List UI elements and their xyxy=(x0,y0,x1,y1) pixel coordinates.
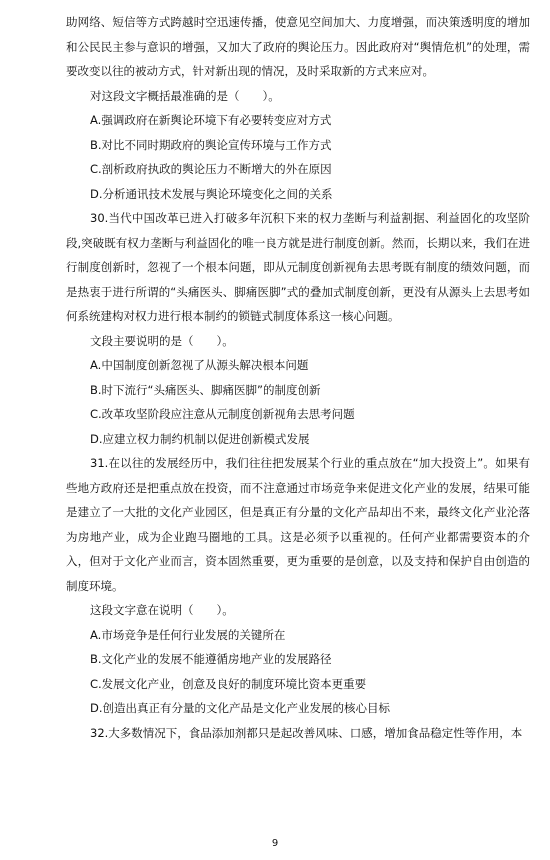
q30-option-c: C.改革攻坚阶段应注意从元制度创新视角去思考问题 xyxy=(90,407,355,421)
q30-option-d: D.应建立权力制约机制以促进创新模式发展 xyxy=(90,431,310,446)
q29-option-d: D.分析通讯技术发展与舆论环境变化之间的关系 xyxy=(90,186,333,201)
q31-option-a: A.市场竞争是任何行业发展的关键所在 xyxy=(90,627,286,642)
q29-option-c: C.剖析政府执政的舆论压力不断增大的外在原因 xyxy=(90,162,332,176)
q31-passage: 31.在以往的发展经历中，我们往往把发展某个行业的重点放在“加大投资上”。如果有些地方政府还是把重点放在投资，而不注意通过市场竞争来促进文化产业的发展，结果可能是建立了一大批的文化产业园区，但是真正有分量的文化产品却出不来，最终文化产业沦落为房地产业，成为企业跑马圈地的工具。这是必须予以重视的。任何产业都需要资本的介入，但对于文化产业而言，资本固然重要，更为重要的是创意，以及支持和保护自由创造的制度环境。 xyxy=(66,456,530,593)
q29-option-b: B.对比不同时期政府的舆论宣传环境与工作方式 xyxy=(90,137,332,152)
q30-stem: 文段主要说明的是（ ）。 xyxy=(90,333,234,348)
q29-passage-continuation: 助网络、短信等方式跨越时空迅速传播，使意见空间加大、力度增强，而决策透明度的增加和公民民主参与意识的增强，又加大了政府的舆论压力。因此政府对“舆情危机”的处理，需要改变以往的被动方式，针对新出现的情况，及时采取新的方式来应对。 xyxy=(66,15,530,78)
q32-passage-start: 32.大多数情况下，食品添加剂都只是起改善风味、口感，增加食品稳定性等作用，本 xyxy=(90,725,523,740)
page-number: 9 xyxy=(271,838,279,849)
q31-option-c: C.发展文化产业，创意及良好的制度环境比资本更重要 xyxy=(90,676,367,691)
q30-passage: 30.当代中国改革已进入打破多年沉积下来的权力垄断与利益割据、利益固化的攻坚阶段,突破既有权力垄断与利益固化的唯一良方就是进行制度创新。然而，长期以来，我们在进行制度创新时，忽视了一个根本问题，即从元制度创新视角去思考既有制度的绩效问题，而是热衷于进行所谓的“头痛医头、脚痛医脚”式的叠加式制度创新，更没有从源头上去思考如何系统建构对权力进行根本制约的锁链式制度体系这一核心问题。 xyxy=(66,211,530,323)
q31-option-d: D.创造出真正有分量的文化产品是文化产业发展的核心目标 xyxy=(90,701,391,715)
q30-option-a: A.中国制度创新忽视了从源头解决根本问题 xyxy=(90,358,309,372)
page-content xyxy=(66,10,530,745)
q31-option-b: B.文化产业的发展不能遵循房地产业的发展路径 xyxy=(90,652,332,666)
q31-stem: 这段文字意在说明（ ）。 xyxy=(90,603,234,617)
q30-option-b: B.时下流行“头痛医头、脚痛医脚”的制度创新 xyxy=(90,382,321,397)
q29-option-a: A.强调政府在新舆论环境下有必要转变应对方式 xyxy=(90,113,332,127)
q29-stem: 对这段文字概括最准确的是（ ）。 xyxy=(90,88,280,103)
